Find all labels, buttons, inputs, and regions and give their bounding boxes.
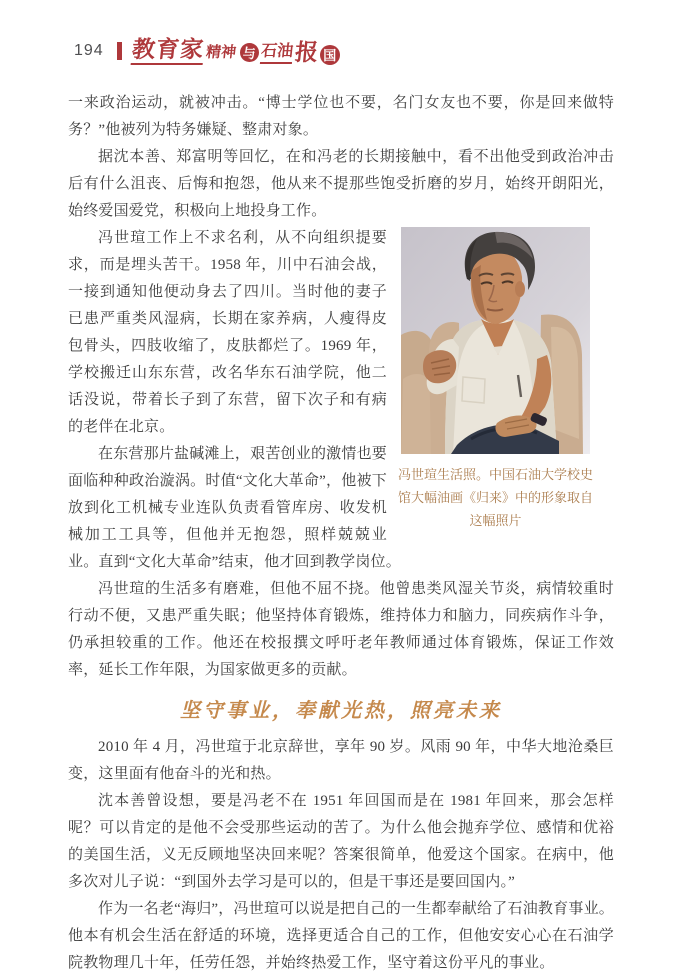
book-title-logo — [132, 38, 342, 65]
logo-text-petroleum: 石油 — [260, 42, 294, 64]
section-heading: 坚守事业，奉献光热，照亮未来 — [180, 700, 502, 722]
logo-circle-guo-icon: 国 — [320, 45, 340, 65]
page-body — [68, 90, 614, 977]
paragraph: 2010 年 4 月，冯世瑄于北京辞世，享年 90 岁。风雨 90 年，中华大地沧桑巨变，这里面有他奋斗的光和热。 — [68, 739, 614, 782]
logo-text-spirit: 精神 — [204, 44, 237, 61]
portrait-photo — [401, 227, 590, 454]
paragraph: 冯世瑄的生活多有磨难，但他不屈不挠。他曾患类风湿关节炎，病情较重时行动不便，又患严重失眠；他坚持体育锻炼，维持体力和脑力，同疾病作斗争，仍承担较重的工作。他还在校报撰文呼吁老年教师通过体育锻炼，保证工作效率，延长工作年限，为国家做更多的贡献。 — [68, 581, 614, 678]
paragraph: 沈本善曾设想，要是冯老不在 1951 年回国而是在 1981 年回来，那会怎样呢？可以肯定的是他不会受那些运动的苦了。为什么他会抛弃学位、感情和优裕的美国生活，义无反顾地坚决回来呢？答案很简单，他爱这个国家。在病中，他多次对儿子说：“到国外去学习是可以的，但是干事还是要回国内。” — [68, 793, 614, 890]
photo-figure — [397, 227, 593, 532]
header-divider-bar — [117, 42, 122, 60]
page-number: 194 — [74, 42, 104, 59]
paragraph: 据沈本善、郑富明等回忆，在和冯老的长期接触中，看不出他受到政治冲击后有什么沮丧、后悔和抱怨，他从来不提那些饱受折磨的岁月，始终开朗阳光，始终爱国爱党，积极向上地投身工作。 — [68, 149, 614, 219]
paragraph: 一来政治运动，就被冲击。“博士学位也不要，名门女友也不要，你是回来做特务？”他被列为特务嫌疑、整肃对象。 — [68, 95, 614, 138]
logo-text-educator: 教育家 — [130, 38, 205, 65]
paragraph: 冯世瑄工作上不求名利，从不向组织提要求，而是埋头苦干。1958 年，川中石油会战，一接到通知他便动身去了四川。当时他的妻子已患严重类风湿病，长期在家养病，人瘦得皮包骨头，四肢收缩了，皮肤都烂了。1969 年，学校搬迁山东东营，改名华东石油学院，他二话没说，带着长子到了东营，留下次子和有病的老伴在北京。 — [68, 230, 387, 435]
paragraph: 作为一名老“海归”，冯世瑄可以说是把自己的一生都奉献给了石油教育事业。他本有机会生活在舒适的环境，选择更适合自己的工作，但他安安心心在石油学院教物理几十年，任劳任怨，并始终热爱工作，坚守着这份平凡的事业。 — [68, 901, 614, 971]
paragraph: 在东营那片盐碱滩上，艰苦创业的激情也要面临种种政治漩涡。时值“文化大革命”，他被下放到化工机械专业连队负责看管库房、收发机械加工工具等，但他并无抱怨，照样兢兢业业。直到“文化大革命”结束，他才回到教学岗位。 — [68, 446, 401, 570]
logo-circle-yu-icon: 与 — [240, 43, 259, 62]
photo-caption: 冯世瑄生活照。中国石油大学校史馆大幅油画《归来》中的形象取自这幅照片 — [397, 467, 593, 528]
logo-text-serve: 报 — [293, 39, 320, 65]
page-header — [68, 36, 614, 66]
ear — [515, 281, 525, 297]
